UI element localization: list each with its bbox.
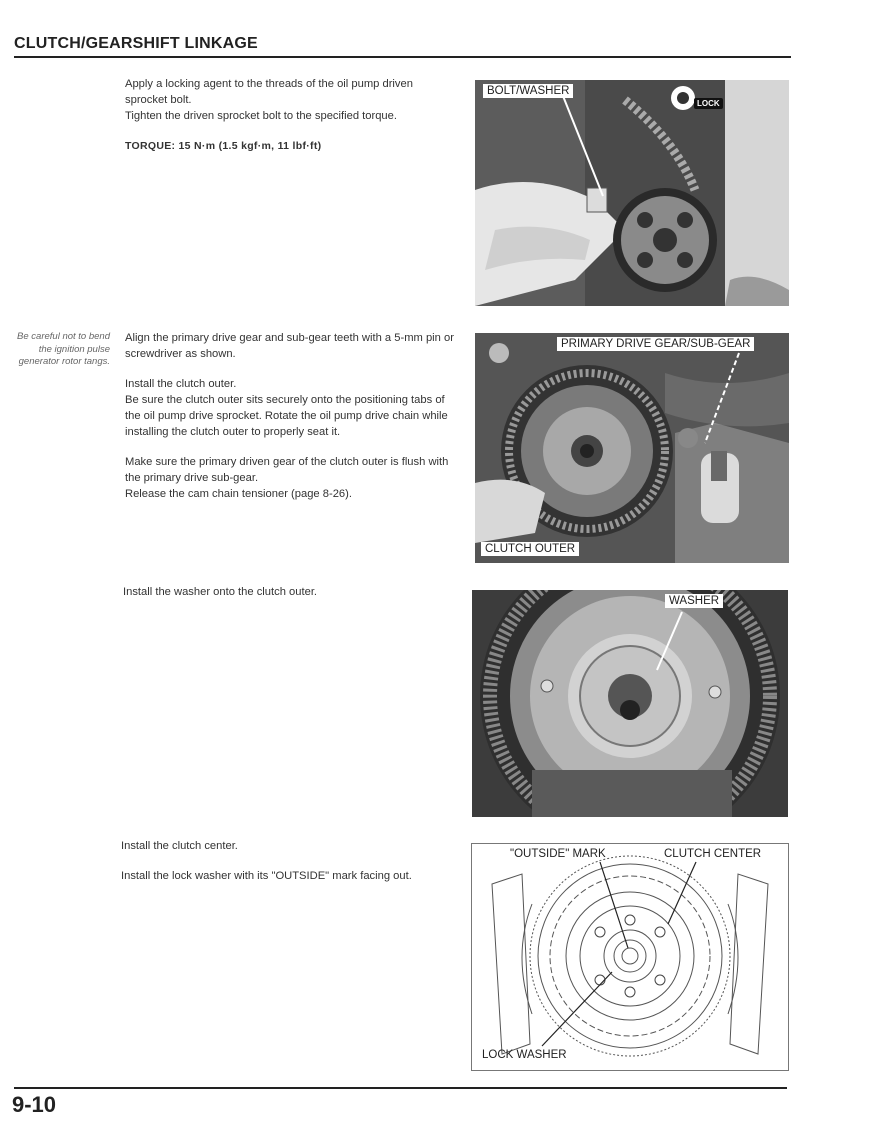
step1-text — [125, 76, 458, 154]
torque-spec: TORQUE: 15 N·m (1.5 kgf·m, 11 lbf·ft) — [125, 140, 322, 152]
step1-paragraph-1: Apply a locking agent to the threads of the oil pump driven sprocket bolt. — [125, 78, 413, 106]
step1-paragraph-2: Tighten the driven sprocket bolt to the specified torque. — [125, 110, 397, 122]
page-number: 9-10 — [12, 1092, 57, 1117]
photo-washer-art — [472, 590, 788, 817]
header-rule — [14, 56, 791, 58]
step3-paragraph-1: Install the washer onto the clutch outer. — [123, 586, 318, 598]
diagram-clutch-center — [471, 843, 789, 1071]
callout-clutch-outer: CLUTCH OUTER — [481, 542, 579, 556]
step2-paragraph-3: Make sure the primary driven gear of the clutch outer is flush with the primary drive sub-gear. Release the cam chain tensioner (page 8-26). — [125, 456, 449, 500]
photo-bolt-washer-art — [475, 80, 789, 306]
page-title: CLUTCH/GEARSHIFT LINKAGE — [14, 35, 258, 52]
footer-rule — [14, 1087, 787, 1089]
label-outside-mark: "OUTSIDE" MARK — [510, 848, 606, 860]
step4-paragraph-1: Install the clutch center. — [121, 840, 238, 852]
photo-washer — [472, 590, 788, 817]
callout-bolt-washer: BOLT/WASHER — [483, 84, 573, 98]
side-note: Be careful not to bend the ignition pulse generator rotor tangs. — [17, 331, 110, 367]
step2-paragraph-2: Install the clutch outer. Be sure the clutch outer sits securely onto the positioning tabs of the oil pump drive sprocket. Rotate the oil pump drive chain while installing the clutch outer to properly seat it. — [125, 378, 448, 438]
step2-text — [125, 330, 458, 502]
step4-text — [121, 838, 454, 884]
step3-text — [123, 584, 456, 600]
callout-washer: WASHER — [665, 594, 723, 608]
label-lock-washer: LOCK WASHER — [482, 1049, 567, 1061]
photo-bolt-washer — [475, 80, 789, 306]
photo-primary-drive-gear-art — [475, 333, 789, 563]
step4-paragraph-2: Install the lock washer with its "OUTSIDE" mark facing out. — [121, 870, 412, 882]
label-clutch-center: CLUTCH CENTER — [664, 848, 762, 860]
step2-paragraph-1: Align the primary drive gear and sub-gear teeth with a 5-mm pin or screwdriver as shown. — [125, 332, 454, 360]
diagram-clutch-center-art — [472, 844, 788, 1070]
photo-primary-drive-gear — [475, 333, 789, 563]
lock-badge: LOCK — [694, 98, 723, 109]
callout-primary-drive-gear: PRIMARY DRIVE GEAR/SUB-GEAR — [557, 337, 754, 351]
